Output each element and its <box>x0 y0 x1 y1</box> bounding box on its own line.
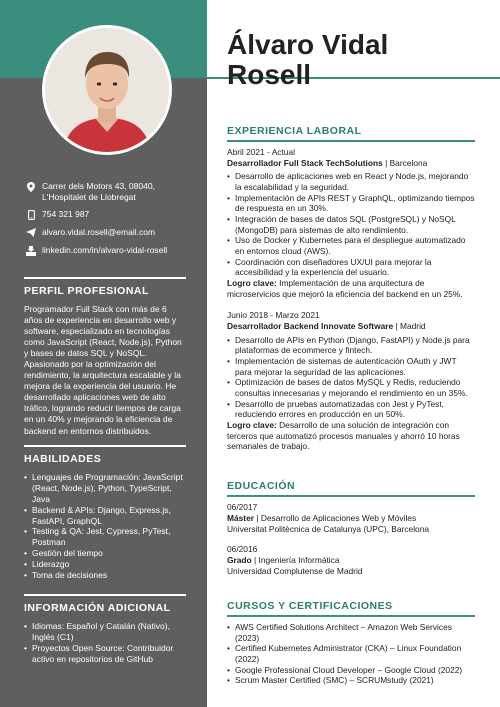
job-role: Desarrollador Backend Innovate Software <box>227 321 394 332</box>
certifications-section <box>227 600 475 686</box>
job-date: Abril 2021 - Actual <box>227 147 295 157</box>
list-item: • Backend & APIs: Django, Express.js, FastAPI, GraphQL <box>24 505 186 527</box>
email-link[interactable]: alvaro.vidal.rosell@email.com <box>42 227 156 238</box>
sidebar <box>0 0 207 707</box>
degree-type: Grado <box>227 554 252 565</box>
education-school: Universidad Complutense de Madrid <box>227 565 363 576</box>
list-item: • Google Professional Cloud Developer – Google Cloud (2022) <box>227 665 475 676</box>
education-date: 06/2017 <box>227 502 258 512</box>
linkedin-link[interactable]: linkedin.com/in/alvaro-vidal-rosell <box>42 244 168 255</box>
send-icon <box>24 227 38 237</box>
skills-heading: HABILIDADES <box>24 445 186 465</box>
list-item: • Uso de Docker y Kubernetes para el despliegue automatizado en entornos cloud (AWS). <box>227 235 475 256</box>
list-item: • Certified Kubernetes Administrator (CKA) – Linux Foundation (2022) <box>227 643 475 664</box>
list-item: • Liderazgo <box>24 559 186 570</box>
key-label: Logro clave: <box>227 420 277 431</box>
list-item: • Proyectos Open Source: Contribuidor activo en repositorios de GitHub <box>24 643 186 665</box>
skills-list <box>24 472 186 581</box>
contact-email <box>24 227 199 238</box>
list-item: • Implementación de sistemas de autenticación OAuth y JWT para mejorar la seguridad de las aplicaciones. <box>227 356 475 377</box>
additional-heading: INFORMACIÓN ADICIONAL <box>24 594 186 614</box>
education-entry <box>227 502 475 535</box>
education-entry <box>227 544 475 577</box>
education-heading: EDUCACIÓN <box>227 480 475 497</box>
job-title <box>227 158 475 169</box>
list-item: • Idiomas: Español y Catalán (Nativo), Inglés (C1) <box>24 621 186 643</box>
job-location: | Barcelona <box>382 157 428 168</box>
key-label: Logro clave: <box>227 278 277 289</box>
key-text: Implementación de una arquitectura de microservicios que mejoró la eficiencia del backend en un 25%. <box>227 278 463 299</box>
contact-phone <box>24 209 199 220</box>
education-degree <box>227 555 475 566</box>
job-location: | Madrid <box>393 321 426 332</box>
skills-section <box>24 445 186 581</box>
education-school: Universitat Politècnica de Catalunya (UPC), Barcelona <box>227 523 430 534</box>
name-line-2: Rosell <box>227 59 312 91</box>
job-date: Junio 2018 - Marzo 2021 <box>227 310 320 321</box>
list-item: • Desarrollo de APIs en Python (Django, FastAPI) y Node.js para plataformas de ecommerce y fintech. <box>227 335 475 356</box>
profile-photo <box>42 25 172 155</box>
certifications-heading: CURSOS Y CERTIFICACIONES <box>227 600 475 617</box>
list-item: • Lenguajes de Programación: JavaScript (React, Node.js), Python, TypeScript, Java <box>24 472 186 505</box>
list-item: • Coordinación con diseñadores UX/UI para mejorar la accesibilidad y la experiencia del usuario. <box>227 257 475 278</box>
address-text: Carrer dels Motors 43, 08040, L'Hospitalet de Llobregat <box>42 181 155 202</box>
list-item: • Testing & QA: Jest, Cypress, PyTest, Postman <box>24 526 186 548</box>
profile-text: Programador Full Stack con más de 6 años de experiencia en desarrollo web y software, especializado en tecnologías como JavaScript (React, Node.js), Python y bases de datos SQL y NoSQL. Apasionado por la optimización del rendimiento, la arquitectura escalable y la mejora de la experiencia del usuario. He desarrollado aplicaciones web de alto tráfico, logrando reducir tiempos de carga en un 40% y mejorando la eficiencia de backend en entornos distribuidos. <box>24 304 182 436</box>
list-item: • Scrum Master Certified (SMC) – SCRUMstudy (2021) <box>227 675 475 686</box>
list-item: • Toma de decisiones <box>24 570 186 581</box>
key-text: Desarrollo de una solución de integración con terceros que automatizó procesos manuales y ahorró 10 horas semanales de trabajo. <box>227 420 460 452</box>
phone-text: 754 321 987 <box>42 209 90 220</box>
job-key-achievement <box>227 420 475 452</box>
certifications-list <box>227 622 475 686</box>
contact-info <box>24 181 199 263</box>
degree-field: | Ingeniería Informática <box>251 554 340 565</box>
education-date: 06/2016 <box>227 543 258 554</box>
portrait-illustration <box>45 28 169 152</box>
job-entry <box>227 147 475 299</box>
name-line-1: Álvaro Vidal <box>227 29 389 60</box>
degree-field: | Desarrollo de Aplicaciones Web y Móviles <box>254 512 417 523</box>
job-role: Desarrollador Full Stack TechSolutions <box>227 157 383 168</box>
experience-heading: EXPERIENCIA LABORAL <box>227 125 475 142</box>
profile-heading: PERFIL PROFESIONAL <box>24 277 186 297</box>
experience-section <box>227 125 475 452</box>
linkedin-icon <box>24 245 38 256</box>
location-pin-icon <box>24 181 38 192</box>
candidate-name <box>227 30 482 90</box>
phone-icon <box>24 209 38 220</box>
list-item: • Integración de bases de datos SQL (PostgreSQL) y NoSQL (MongoDB) para sistemas de alto rendimiento. <box>227 214 475 235</box>
additional-list <box>24 621 186 665</box>
education-degree <box>227 513 475 524</box>
list-item: • Optimización de bases de datos MySQL y Redis, reduciendo consultas innecesarias y mejorando el rendimiento en un 35%. <box>227 377 475 398</box>
job-bullets <box>227 171 475 278</box>
list-item: • AWS Certified Solutions Architect – Amazon Web Services (2023) <box>227 622 475 643</box>
degree-type: Máster <box>227 512 254 523</box>
job-bullets <box>227 335 475 420</box>
contact-address <box>24 181 199 202</box>
job-entry <box>227 310 475 452</box>
contact-linkedin <box>24 245 199 256</box>
job-key-achievement <box>227 278 475 299</box>
list-item: • Gestión del tiempo <box>24 548 186 559</box>
additional-info-section <box>24 594 186 665</box>
list-item: • Desarrollo de pruebas automatizadas con Jest y PyTest, reduciendo errores en producción en un 50%. <box>227 399 475 420</box>
list-item: • Desarrollo de aplicaciones web en React y Node.js, mejorando la escalabilidad y la seguridad. <box>227 171 475 192</box>
profile-section <box>24 277 186 437</box>
job-title <box>227 321 475 332</box>
list-item: • Implementación de APIs REST y GraphQL, optimizando tiempos de respuesta en un 30%. <box>227 193 475 214</box>
education-section <box>227 480 475 586</box>
